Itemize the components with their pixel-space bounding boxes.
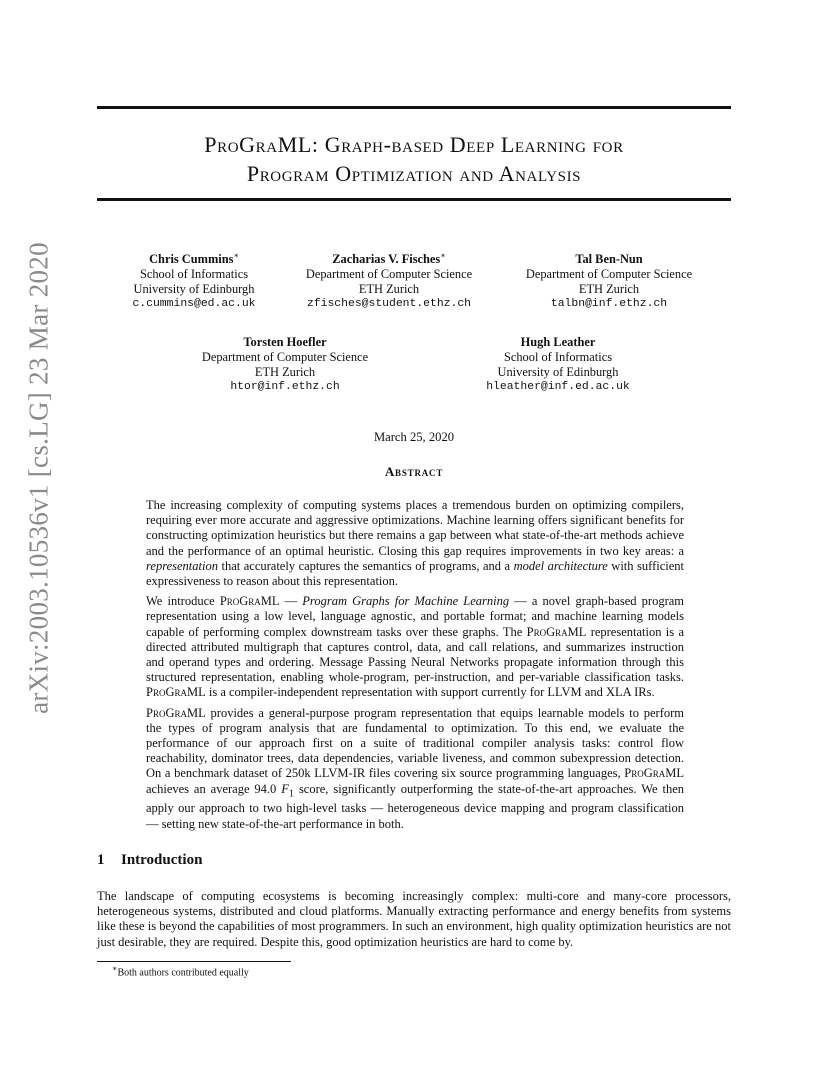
author-affiliation: School of Informatics — [139, 267, 249, 282]
section-heading — [97, 852, 202, 869]
author-block — [186, 331, 384, 395]
abstract-paragraph: ProGraML provides a general-purpose program representation that equips learnable models to perform the types of program analysis that are fundamental to optimization. To this end, we evaluate the performance of our approach first on a suite of traditional compiler analysis tasks: control flow reachability, dominator trees, data dependencies, variable liveness, and common subexpression detection. On a benchmark dataset of 250k LLVM-IR files covering six source programming languages, ProGraML achieves an average 94.0 $F_1$ score, significantly outperforming the state-of-the-art approaches. We then apply our approach to two high-level tasks — heterogeneous device mapping and program classification — setting new state-of-the-art performance in both. — [146, 705, 684, 831]
title-line-2: Program Optimization and Analysis — [246, 161, 582, 186]
author-name: Hugh Leather — [520, 335, 596, 350]
author-affiliation: Department of Computer Science — [201, 350, 369, 365]
footnote-rule — [97, 961, 291, 962]
author-email: hleather@inf.ed.ac.uk — [486, 381, 630, 394]
author-block — [510, 248, 708, 312]
abstract-heading: Abstract — [384, 464, 444, 479]
author-affiliation: Department of Computer Science — [525, 267, 693, 282]
intro-paragraph: The landscape of computing ecosystems is becoming increasingly complex: multi-core and many-core processors, heterogeneous systems, distributed and cloud platforms. Manually extracting performance and energy benefits from systems like these is beyond the capabilities of most programmers. In such an environment, high quality optimization heuristics are not just desirable, they are required. Despite this, good optimization heuristics are hard to come by. — [97, 889, 731, 949]
abstract-body — [146, 498, 684, 837]
title-bottom-rule — [97, 198, 731, 201]
author-email: talbn@inf.ethz.ch — [550, 298, 668, 311]
title-top-rule — [97, 106, 731, 109]
author-name: Tal Ben-Nun — [575, 252, 643, 267]
abstract-paragraph: We introduce ProGraML — Program Graphs for Machine Learning — a novel graph-based program representation using a low level, language agnostic, and portable format; and machine learning models capable of performing complex downstream tasks over these graphs. The ProGraML representation is a directed attributed multigraph that captures control, data, and call relations, and summarizes instruction and operand types and ordering. Message Passing Neural Networks propagate information through this structured representation, enabling whole-program, per-instruction, and per-variable classification tasks. ProGraML is a compiler-independent representation with support currently for LLVM and XLA IRs. — [146, 594, 685, 700]
author-institution: University of Edinburgh — [133, 282, 255, 297]
author-institution: ETH Zurich — [358, 282, 420, 297]
arxiv-stamp: arXiv:2003.10536v1 [cs.LG] 23 Mar 2020 — [23, 242, 54, 714]
paper-title — [97, 130, 731, 188]
author-name: Torsten Hoefler — [243, 335, 327, 350]
author-block — [472, 331, 644, 395]
footnote: ∗Both authors contributed equally — [112, 964, 249, 979]
author-block — [289, 248, 489, 312]
author-affiliation: School of Informatics — [503, 350, 613, 365]
author-name: Chris Cummins∗ — [149, 251, 239, 267]
author-institution: ETH Zurich — [254, 365, 316, 380]
title-line-1: ProGraML: Graph-based Deep Learning for — [204, 132, 624, 157]
author-email: zfisches@student.ethz.ch — [306, 298, 472, 311]
section-title: Introduction — [121, 852, 203, 868]
author-institution: ETH Zurich — [578, 282, 640, 297]
section-number: 1 — [97, 852, 105, 868]
abstract-paragraph: The increasing complexity of computing systems places a tremendous burden on optimizing compilers, requiring ever more accurate and aggressive optimizations. Machine learning offers significant benefits for constructing optimization heuristics but there remains a gap between what state-of-the-art methods achieve and the performance of an optimal heuristic. Closing this gap requires improvements in two key areas: a representation that accurately captures the semantics of programs, and a model architecture with sufficient expressiveness to reason about this representation. — [146, 498, 685, 589]
author-affiliation: Department of Computer Science — [305, 267, 473, 282]
author-institution: University of Edinburgh — [497, 365, 619, 380]
author-email: htor@inf.ethz.ch — [230, 381, 340, 394]
author-block — [123, 248, 265, 312]
paper-date: March 25, 2020 — [373, 430, 455, 444]
author-name: Zacharias V. Fisches∗ — [332, 251, 446, 267]
author-email: c.cummins@ed.ac.uk — [132, 298, 256, 311]
